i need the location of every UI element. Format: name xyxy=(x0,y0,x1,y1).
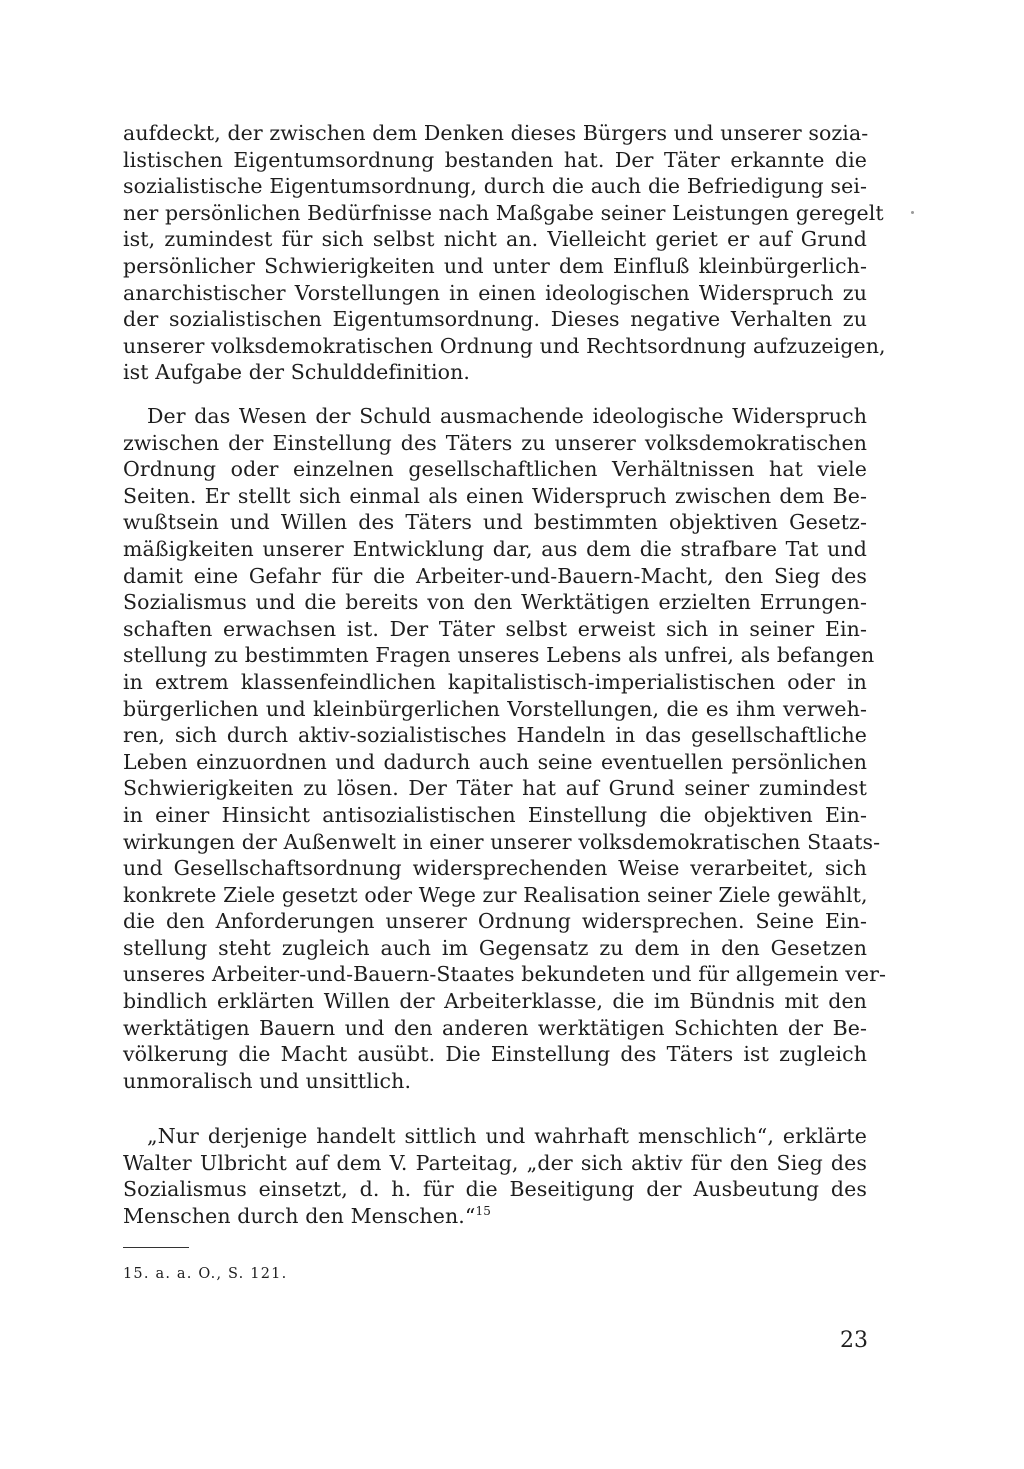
text-line: unmoralisch und unsittlich. xyxy=(123,1068,412,1093)
text-line: ner persönlichen Bedürfnisse nach Maßgabe seiner Leistungen geregelt xyxy=(123,200,884,225)
text-line: Der das Wesen der Schuld ausmachende ideologische Widerspruch xyxy=(147,404,867,428)
text-line: ist Aufgabe der Schulddefinition. xyxy=(123,360,471,385)
text-line: in extrem klassenfeindlichen kapitalistisch-imperialistischen oder in xyxy=(123,669,867,694)
text-line: in einer Hinsicht antisozialistischen Einstellung die objektiven Ein- xyxy=(123,802,867,827)
text-line: stellung zu bestimmten Fragen unseres Lebens als unfrei, als befangen xyxy=(123,643,875,668)
text-line: Walter Ulbricht auf dem V. Parteitag, „der sich aktiv für den Sieg des xyxy=(123,1150,867,1175)
text-line: listischen Eigentumsordnung bestanden hat. Der Täter erkannte die xyxy=(123,147,867,172)
text-line: Seiten. Er stellt sich einmal als einen Widerspruch zwischen dem Be- xyxy=(123,483,867,508)
text-line: Schwierigkeiten zu lösen. Der Täter hat auf Grund seiner zumindest xyxy=(123,776,867,801)
footnote-separator xyxy=(123,1247,189,1248)
text-line: mäßigkeiten unserer Entwicklung dar, aus dem die strafbare Tat und xyxy=(123,536,867,561)
text-line: unserer volksdemokratischen Ordnung und Rechtsordnung aufzuzeigen, xyxy=(123,333,886,358)
text-line: wirkungen der Außenwelt in einer unserer volksdemokratischen Staats- xyxy=(123,829,881,854)
paragraph-1 xyxy=(123,120,886,386)
text-line: völkerung die Macht ausübt. Die Einstellung des Täters ist zugleich xyxy=(123,1042,867,1067)
stray-ink-dot xyxy=(911,211,914,214)
text-line: bindlich erklärten Willen der Arbeiterklasse, die im Bündnis mit den xyxy=(123,989,867,1014)
text-line: unseres Arbeiter-und-Bauern-Staates bekundeten und für allgemein ver- xyxy=(123,962,887,987)
text-line: Sozialismus und die bereits von den Werktätigen erzielten Errungen- xyxy=(123,590,867,615)
page-number: 23 xyxy=(840,1328,868,1353)
paragraph-2 xyxy=(123,403,887,1094)
text-line: konkrete Ziele gesetzt oder Wege zur Realisation seiner Ziele gewählt, xyxy=(123,882,868,907)
text-line: werktätigen Bauern und den anderen werktätigen Schichten der Be- xyxy=(123,1015,867,1040)
text-line: und Gesellschaftsordnung widersprechenden Weise verarbeitet, sich xyxy=(123,856,867,881)
text-line: wußtsein und Willen des Täters und bestimmten objektiven Gesetz- xyxy=(123,510,867,535)
text-line: aufdeckt, der zwischen dem Denken dieses Bürgers und unserer sozia- xyxy=(123,121,869,145)
text-line: bürgerlichen und kleinbürgerlichen Vorstellungen, die es ihm verweh- xyxy=(123,696,867,721)
paragraph-3 xyxy=(123,1123,867,1229)
text-line: Ordnung oder einzelnen gesellschaftlichen Verhältnissen hat viele xyxy=(123,457,867,482)
text-line: die den Anforderungen unserer Ordnung widersprechen. Seine Ein- xyxy=(123,909,867,934)
text-line: der sozialistischen Eigentumsordnung. Dieses negative Verhalten zu xyxy=(123,307,867,332)
text-line: damit eine Gefahr für die Arbeiter-und-Bauern-Macht, den Sieg des xyxy=(123,563,867,588)
text-line: Leben einzuordnen und dadurch auch seine eventuellen persönlichen xyxy=(123,749,867,774)
text-line: Sozialismus einsetzt, d. h. für die Beseitigung der Ausbeutung des xyxy=(123,1177,867,1202)
text-line: ren, sich durch aktiv-sozialistisches Handeln in das gesellschaftliche xyxy=(123,723,867,748)
text-line: sozialistische Eigentumsordnung, durch die auch die Befriedigung sei- xyxy=(123,174,867,199)
text-line: anarchistischer Vorstellungen in einen ideologischen Widerspruch zu xyxy=(123,280,867,305)
text-line: stellung steht zugleich auch im Gegensatz zu dem in den Gesetzen xyxy=(123,935,867,960)
footnote: 15. a. a. O., S. 121. xyxy=(123,1266,288,1282)
text-line: „Nur derjenige handelt sittlich und wahrhaft menschlich“, erklärte xyxy=(147,1124,867,1148)
text-line: schaften erwachsen ist. Der Täter selbst erweist sich in seiner Ein- xyxy=(123,616,867,641)
text-line: Menschen durch den Menschen.“ xyxy=(123,1203,476,1228)
footnote-reference: 15 xyxy=(475,1203,491,1218)
text-line: zwischen der Einstellung des Täters zu unserer volksdemokratischen xyxy=(123,430,867,455)
text-line: persönlicher Schwierigkeiten und unter dem Einfluß kleinbürgerlich- xyxy=(123,253,867,278)
text-line: ist, zumindest für sich selbst nicht an. Vielleicht geriet er auf Grund xyxy=(123,227,867,252)
text-line-with-footnote-ref xyxy=(123,1203,867,1230)
